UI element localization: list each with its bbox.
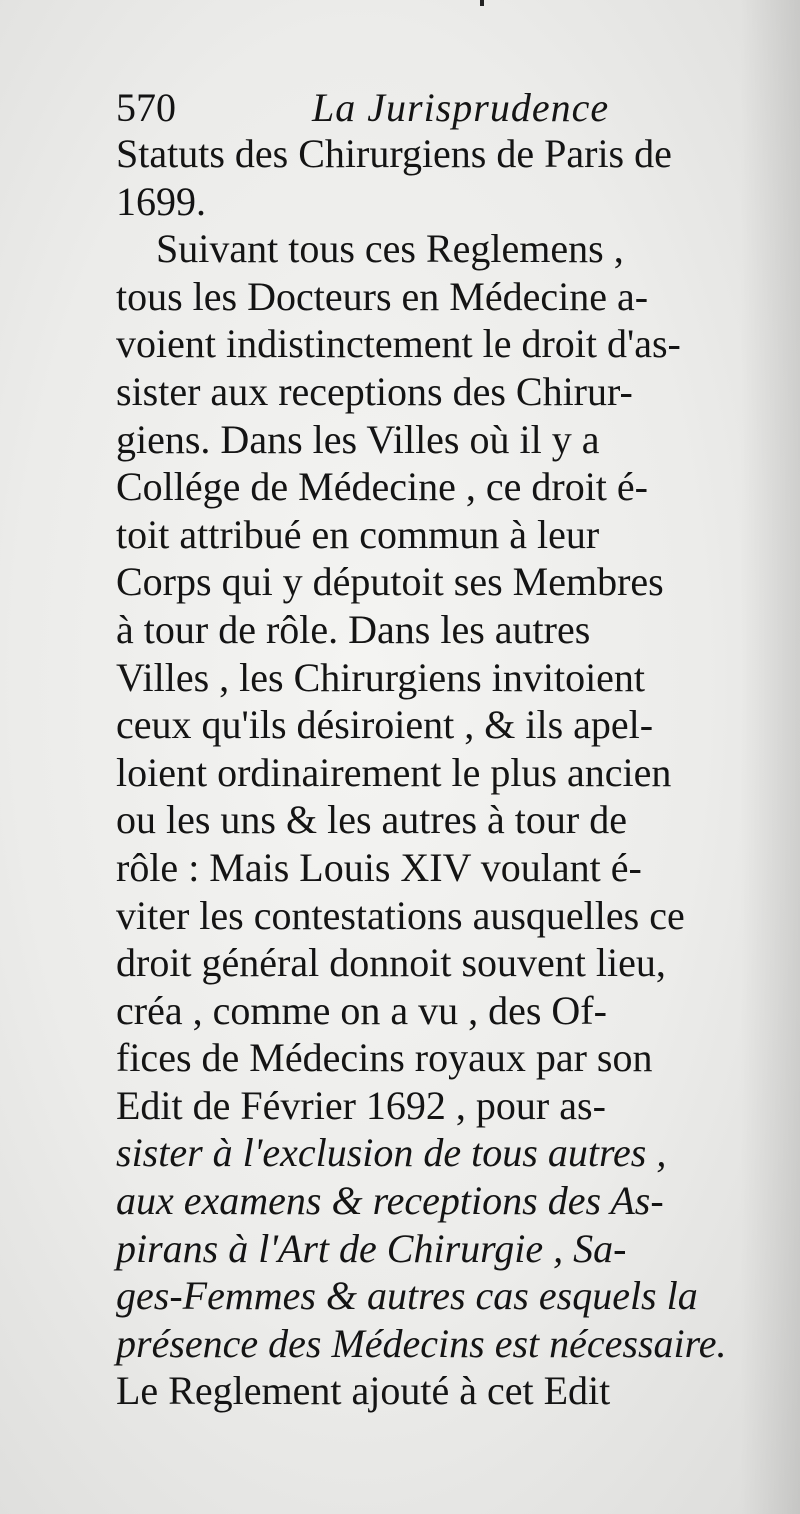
text-line: sister aux receptions des Chirur- xyxy=(116,368,633,414)
page-header xyxy=(116,84,636,134)
body-text xyxy=(116,130,736,1415)
running-title: La Jurisprudence xyxy=(312,85,610,130)
text-line: droit général donnoit souvent lieu, xyxy=(116,940,666,986)
text-line: loient ordinairement le plus ancien xyxy=(116,749,672,795)
text-line: Le Reglement ajouté à cet Edit xyxy=(116,1368,611,1414)
text-line: Statuts des Chirurgiens de Paris de xyxy=(116,131,672,176)
text-line: ceux qu'ils désiroient , & ils apel- xyxy=(116,702,654,748)
page-edge-shadow xyxy=(740,0,800,1514)
text-line: voient indistinctement le droit d'as- xyxy=(116,321,681,367)
text-line: fices de Médecins royaux par son xyxy=(116,1035,653,1081)
text-line: créa , comme on a vu , des Of- xyxy=(116,987,607,1033)
text-line: à tour de rôle. Dans les autres xyxy=(116,606,591,652)
text-line: pirans à l'Art de Chirurgie , Sa- xyxy=(116,1225,627,1271)
text-line: ou les uns & les autres à tour de xyxy=(116,797,627,843)
print-mark xyxy=(480,0,484,6)
text-line: Edit de Février 1692 , pour as- xyxy=(116,1082,606,1128)
text-line: Collége de Médecine , ce droit é- xyxy=(116,464,648,510)
text-line: giens. Dans les Villes où il y a xyxy=(116,416,600,462)
text-line: Corps qui y députoit ses Membres xyxy=(116,559,664,605)
text-line: 1699. xyxy=(116,178,206,224)
text-line: viter les contestations ausquelles ce xyxy=(116,892,685,938)
text-line: sister à l'exclusion de tous autres , xyxy=(116,1130,667,1176)
text-line: Suivant tous ces Reglemens , xyxy=(116,226,624,272)
text-line: ges-Femmes & autres cas esquels la xyxy=(116,1273,698,1319)
text-line: tous les Docteurs en Médecine a- xyxy=(116,273,649,319)
text-line: rôle : Mais Louis XIV voulant é- xyxy=(116,844,642,890)
text-line: aux examens & receptions des As- xyxy=(116,1178,664,1224)
text-line: Villes , les Chirurgiens invitoient xyxy=(116,654,646,700)
text-line: présence des Médecins est nécessaire. xyxy=(116,1320,727,1366)
page-number: 570 xyxy=(116,85,176,130)
text-line: toit attribué en commun à leur xyxy=(116,511,600,557)
